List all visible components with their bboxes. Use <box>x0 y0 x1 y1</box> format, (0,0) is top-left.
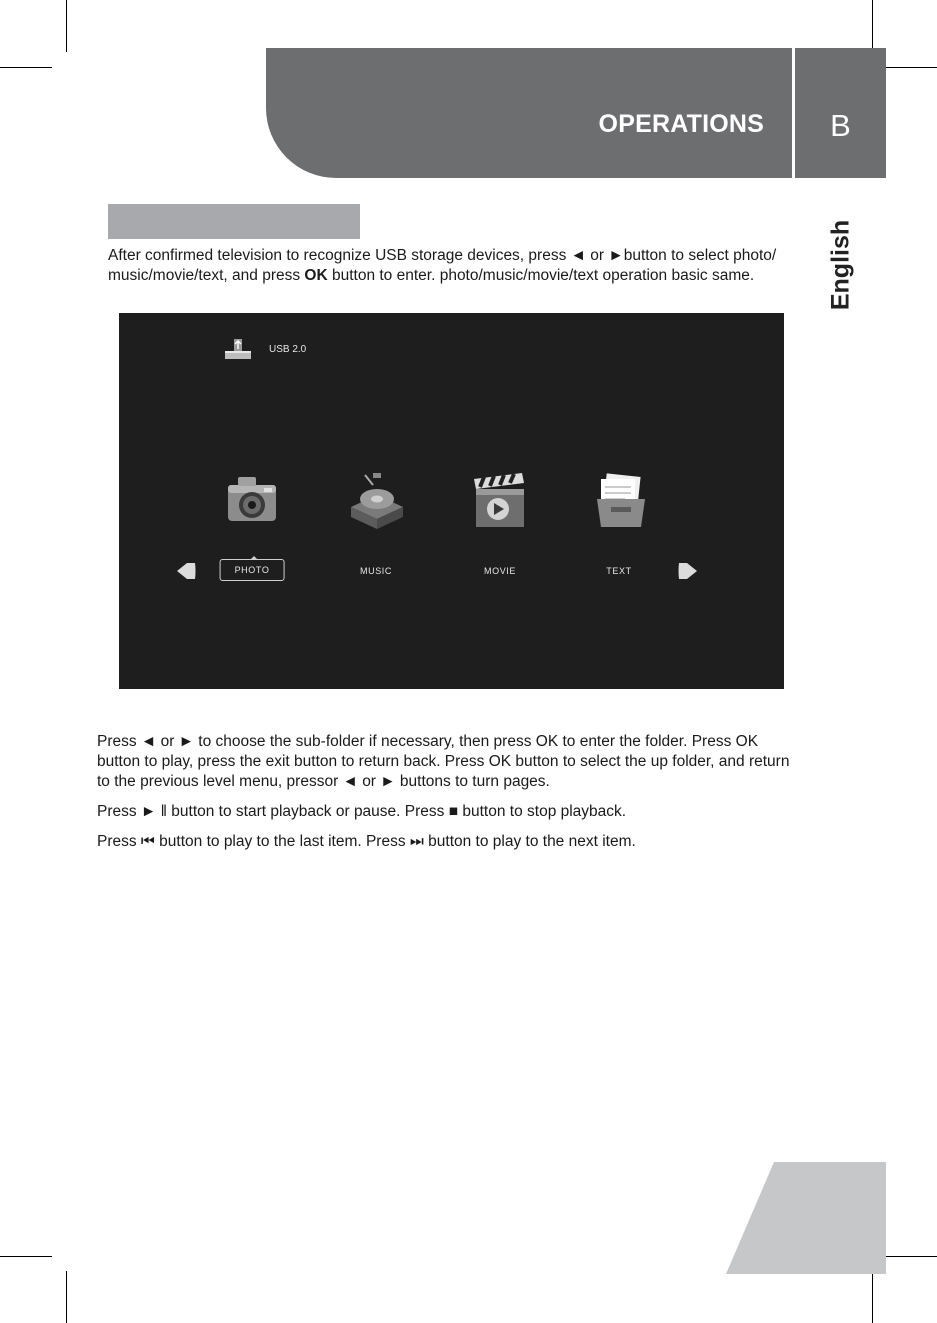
left-arrow-icon[interactable] <box>175 562 197 580</box>
language-tab <box>826 210 856 320</box>
ok-keyword: OK <box>304 267 328 284</box>
usb-label: USB 2.0 <box>269 344 307 355</box>
crop-mark <box>885 67 937 68</box>
crop-mark <box>66 1271 67 1323</box>
tab-photo[interactable]: PHOTO <box>220 559 285 581</box>
crop-mark <box>872 1271 873 1323</box>
language-label: English <box>826 219 855 311</box>
tab-music[interactable]: MUSIC <box>360 566 392 576</box>
instruction-skip: Press ⏮ button to play to the last item. Press ⏭ button to play to the next item. <box>97 833 636 850</box>
document-folder-icon[interactable] <box>591 471 651 533</box>
section-heading-bar <box>108 204 360 239</box>
tab-text[interactable]: TEXT <box>606 566 632 576</box>
crop-mark <box>885 1256 937 1257</box>
usb-drive-icon <box>223 337 253 361</box>
instruction-playback: Press ► ǁ button to start playback or pause. Press ■ button to stop playback. <box>97 803 627 820</box>
crop-mark <box>0 67 52 68</box>
record-player-icon[interactable] <box>347 471 407 533</box>
right-arrow-icon[interactable] <box>677 562 699 580</box>
camera-icon[interactable] <box>222 471 282 533</box>
instruction-navigation: Press ◄ or ► to choose the sub-folder if necessary, then press OK to enter the folder. Press OK button to play, press the exit button to return back. Press OK button to select the up folder, and return to the previous level menu, pressor ◄ or ► buttons to turn pages. <box>97 733 790 790</box>
tv-menu-screenshot <box>119 313 784 689</box>
chapter-letter-box <box>795 48 886 178</box>
section-title: OPERATIONS <box>598 110 764 138</box>
crop-mark <box>66 0 67 52</box>
chapter-letter: B <box>830 108 851 143</box>
header-band <box>266 48 792 178</box>
crop-mark <box>0 1256 52 1257</box>
tab-movie[interactable]: MOVIE <box>483 566 517 576</box>
intro-text: After confirmed television to recognize USB storage devices, press ◄ or ►button to select photo/ music/movie/text, and press <box>108 247 777 284</box>
crop-mark <box>872 0 873 52</box>
intro-paragraph <box>108 246 828 286</box>
page-corner-tab <box>726 1162 886 1274</box>
intro-text-end: button to enter. photo/music/movie/text operation basic same. <box>327 267 755 284</box>
clapperboard-icon[interactable] <box>470 471 530 533</box>
